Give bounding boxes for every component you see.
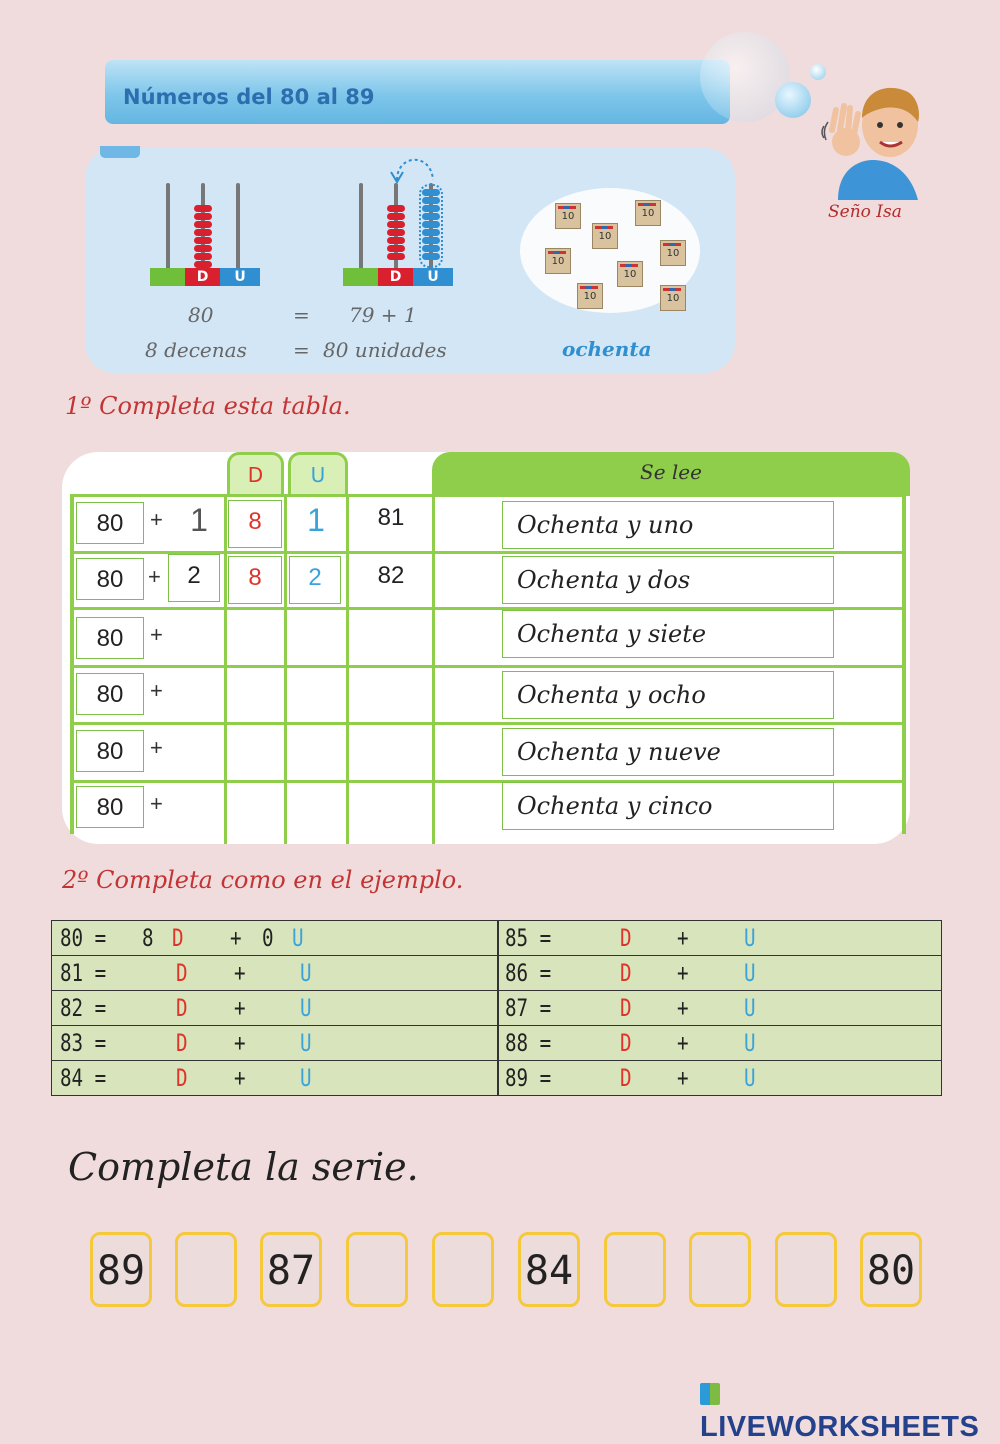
plus-sign: +: [234, 1029, 246, 1057]
base-number: 80: [76, 730, 144, 772]
decenas-text: 8 decenas: [145, 338, 247, 362]
tens-input[interactable]: 8: [248, 508, 262, 535]
u-label: U: [300, 959, 312, 987]
abacus-label-d: D: [185, 268, 220, 286]
plus-sign: +: [150, 622, 163, 647]
reading-text: Ochenta y nueve: [502, 728, 834, 776]
plus-sign: +: [150, 507, 163, 532]
u-label: U: [292, 924, 304, 952]
equation-left: 80: [188, 303, 214, 327]
series-box: 80: [860, 1232, 922, 1307]
column-header-read: Se lee: [432, 452, 910, 496]
table-row: [52, 1061, 941, 1096]
exercise2-heading: 2º Completa como en el ejemplo.: [62, 866, 464, 894]
series-input[interactable]: [604, 1232, 666, 1307]
addend-input[interactable]: 1: [190, 502, 208, 538]
row-number: 84 =: [60, 1064, 107, 1092]
plus-sign: +: [677, 959, 689, 987]
ten-boxes-group: [520, 188, 700, 313]
panel-tag: [100, 146, 140, 158]
units-input[interactable]: 2: [308, 564, 322, 591]
ten-box-icon: 10: [545, 248, 571, 274]
plus-sign: +: [230, 924, 242, 952]
d-label: D: [176, 1029, 188, 1057]
series-input[interactable]: [175, 1232, 237, 1307]
plus-sign: +: [677, 994, 689, 1022]
series-box: 87: [260, 1232, 322, 1307]
d-label: D: [620, 959, 632, 987]
column-header-d: D: [227, 452, 284, 494]
series-heading: Completa la serie.: [68, 1145, 419, 1189]
units-input[interactable]: 1: [307, 502, 325, 538]
teacher-caption: Seño Isa: [828, 202, 902, 222]
reading-text: Ochenta y uno: [502, 501, 834, 549]
ten-box-icon: 10: [592, 223, 618, 249]
reading-text: Ochenta y dos: [502, 556, 834, 604]
table-row: [52, 1026, 941, 1061]
u-label: U: [300, 1029, 312, 1057]
bubble-decoration: [775, 82, 811, 118]
total-input[interactable]: 81: [377, 504, 405, 531]
equation-right: 79 + 1: [349, 303, 417, 327]
series-input[interactable]: [432, 1232, 494, 1307]
base-number: 80: [76, 502, 144, 544]
teacher-avatar: [818, 70, 928, 200]
reading-text: Ochenta y cinco: [502, 782, 834, 830]
ten-box-icon: 10: [660, 285, 686, 311]
total-input[interactable]: 82: [377, 562, 405, 589]
exercise2-table: [51, 920, 942, 1096]
units-input[interactable]: 0: [262, 924, 274, 952]
ten-box-icon: 10: [617, 261, 643, 287]
tens-input[interactable]: 8: [248, 564, 262, 591]
ten-box-icon: 10: [635, 200, 661, 226]
addend-input[interactable]: 2: [187, 562, 201, 589]
u-label: U: [744, 959, 756, 987]
unidades-text: 80 unidades: [323, 338, 447, 362]
exercise1-heading: 1º Completa esta tabla.: [65, 392, 351, 420]
row-number: 85 =: [505, 924, 552, 952]
table-row: [52, 991, 941, 1026]
liveworksheets-logo: LIVEWORKSHEETS: [700, 1378, 1000, 1444]
abacus-label-u: U: [220, 268, 260, 286]
plus-sign: +: [234, 1064, 246, 1092]
plus-sign: +: [677, 1029, 689, 1057]
row-number: 87 =: [505, 994, 552, 1022]
plus-sign: +: [234, 959, 246, 987]
title-banner: [105, 60, 730, 124]
row-number: 86 =: [505, 959, 552, 987]
lw-logo-icon: [700, 1383, 720, 1405]
base-number: 80: [76, 558, 144, 600]
abacus-label-u: U: [413, 268, 453, 286]
equals-sign: =: [293, 338, 310, 362]
d-label: D: [176, 959, 188, 987]
ten-box-icon: 10: [577, 283, 603, 309]
row-number: 89 =: [505, 1064, 552, 1092]
d-label: D: [620, 1064, 632, 1092]
table-row: [52, 921, 941, 956]
ten-box-icon: 10: [555, 203, 581, 229]
reading-text: Ochenta y ocho: [502, 671, 834, 719]
u-label: U: [744, 1064, 756, 1092]
base-number: 80: [76, 673, 144, 715]
d-label: D: [172, 924, 184, 952]
plus-sign: +: [150, 735, 163, 760]
series-box: 89: [90, 1232, 152, 1307]
row-number: 81 =: [60, 959, 107, 987]
tens-input[interactable]: 8: [142, 924, 154, 952]
series-box: 84: [518, 1232, 580, 1307]
plus-sign: +: [150, 678, 163, 703]
row-number: 80 =: [60, 924, 107, 952]
d-label: D: [620, 994, 632, 1022]
series-input[interactable]: [346, 1232, 408, 1307]
d-label: D: [620, 924, 632, 952]
number-word: ochenta: [562, 337, 652, 361]
row-number: 88 =: [505, 1029, 552, 1057]
base-number: 80: [76, 786, 144, 828]
series-input[interactable]: [689, 1232, 751, 1307]
table-row: [52, 956, 941, 991]
plus-sign: +: [148, 564, 161, 589]
u-label: U: [300, 994, 312, 1022]
u-label: U: [744, 924, 756, 952]
d-label: D: [176, 994, 188, 1022]
plus-sign: +: [677, 924, 689, 952]
series-input[interactable]: [775, 1232, 837, 1307]
column-header-u: U: [288, 452, 348, 494]
row-number: 82 =: [60, 994, 107, 1022]
explanation-panel: [85, 148, 735, 373]
equals-sign: =: [293, 303, 310, 327]
row-number: 83 =: [60, 1029, 107, 1057]
d-label: D: [176, 1064, 188, 1092]
exercise1-table: [62, 452, 910, 844]
u-label: U: [300, 1064, 312, 1092]
plus-sign: +: [234, 994, 246, 1022]
ten-box-icon: 10: [660, 240, 686, 266]
d-label: D: [620, 1029, 632, 1057]
base-number: 80: [76, 617, 144, 659]
reading-text: Ochenta y siete: [502, 610, 834, 658]
u-label: U: [744, 994, 756, 1022]
page-title: Números del 80 al 89: [123, 85, 375, 109]
plus-sign: +: [677, 1064, 689, 1092]
abacus-label-d: D: [378, 268, 413, 286]
plus-sign: +: [150, 791, 163, 816]
u-label: U: [744, 1029, 756, 1057]
